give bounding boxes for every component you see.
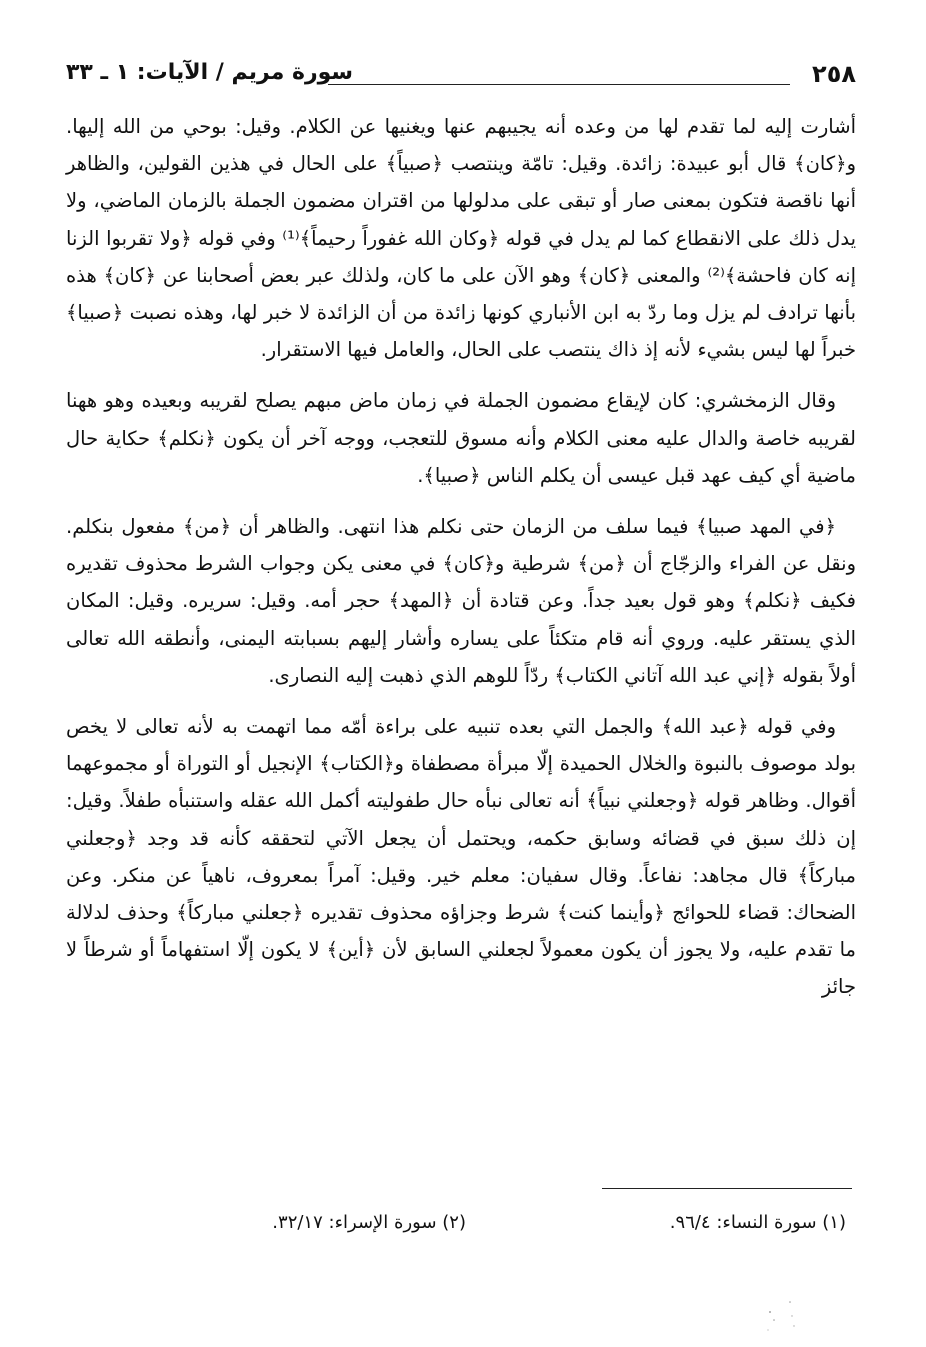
footnotes [120, 1212, 846, 1246]
page-header [66, 60, 856, 96]
paragraph-4: وفي قوله ﴿عبد الله﴾ والجمل التي بعده تنبيه على براءة أمّه مما اتهمت به لأنه تعالى لا يخص بولد موصوف بالنبوة والخلال الحميدة إلّا مبرأة مصطفاة و﴿الكتاب﴾ الإنجيل أو التوراة أو مجموعهما أقوال. وظاهر قوله ﴿وجعلني نبياً﴾ أنه تعالى نبأه حال طفوليته أكمل الله عقله واستنبأه طفلاً. وقيل: إن ذلك سبق في قضائه وسابق حكمه، ويحتمل أن يجعل الآتي لتحققه كأنه قد وجد ﴿وجعلني مباركاً﴾ قال مجاهد: نفاعاً. وقال سفيان: معلم خير. وقيل: آمراً بمعروف، ناهياً عن منكر. وعن الضحاك: قضاء للحوائج ﴿وأينما كنت﴾ شرط وجزاؤه محذوف تقديره ﴿جعلني مباركاً﴾ وحذف لدلالة ما تقدم عليه، ولا يجوز أن يكون معمولاً لجعلني السابق لأن ﴿أين﴾ لا يكون إلّا استفهاماً أو شرطاً لا جائز [66, 715, 856, 999]
body-text [66, 108, 856, 1020]
page-number: ٢٥٨ [812, 60, 856, 88]
footnote-2: (٢) سورة الإسراء: ٣٢/١٧. [272, 1212, 466, 1233]
footnote-separator [602, 1188, 852, 1189]
paragraph-3: ﴿في المهد صبيا﴾ فيما سلف من الزمان حتى نكلم هذا انتهى. والظاهر أن ﴿من﴾ مفعول بنكلم. ونقل عن الفراء والزجّاج أن ﴿من﴾ شرطية و﴿كان﴾ في معنى يكن وجواب الشرط محذوف تقديره فكيف ﴿نكلم﴾ وهو قول بعيد جداً. وعن قتادة أن ﴿المهد﴾ حجر أمه. وقيل: سريره. وقيل: المكان الذي يستقر عليه. وروي أنه قام متكئاً على يساره وأشار إليهم بسبابته اليمنى، وأنطقه الله تعالى أولاً بقوله ﴿إني عبد الله آتاني الكتاب﴾ ردّاً للوهم الذي ذهبت إليه النصارى. [66, 515, 856, 687]
running-title: سورة مريم / الآيات: ١ ـ ٣٣ [66, 60, 354, 85]
header-rule [328, 84, 790, 85]
paragraph-1: أشارت إليه لما تقدم لها من وعده أنه يجيبهم عنها ويغنيها عن الكلام. وقيل: بوحي من الله إليها. و﴿كان﴾ قال أبو عبيدة: زائدة. وقيل: تامّة وينتصب ﴿صبياً﴾ على الحال في هذين القولين، والظاهر أنها ناقصة فتكون بمعنى صار أو تبقى على مدلولها من اقتران مضمون الجملة بالزمان الماضي، ولا يدل ذلك على الانقطاع كما لم يدل في قوله ﴿وكان الله غفوراً رحيماً﴾⁽¹⁾ وفي قوله ﴿ولا تقربوا الزنا إنه كان فاحشة﴾⁽²⁾ والمعنى ﴿كان﴾ وهو الآن على ما كان، ولذلك عبر بعض أصحابنا عن ﴿كان﴾ هذه بأنها ترادف لم يزل وما ردّ به ابن الأنباري كونها زائدة من أن الزائدة لا خبر لها، وهذه نصبت ﴿صبيا﴾ خبراً لها ليس بشيء لأنه إذ ذاك ينتصب على الحال، والعامل فيها الاستقرار. [66, 115, 856, 362]
paragraph-2: وقال الزمخشري: كان لإيقاع مضمون الجملة في زمان ماض مبهم يصلح لقريبه وبعيده وهو ههنا لقريبه خاصة والدال عليه معنى الكلام وأنه مسوق للتعجب، ووجه آخر أن يكون ﴿نكلم﴾ حكاية حال ماضية أي كيف عهد قبل عيسى أن يكلم الناس ﴿صبيا﴾. [66, 389, 856, 487]
footnote-1: (١) سورة النساء: ٩٦/٤. [669, 1212, 846, 1233]
scan-specks [760, 1290, 820, 1340]
